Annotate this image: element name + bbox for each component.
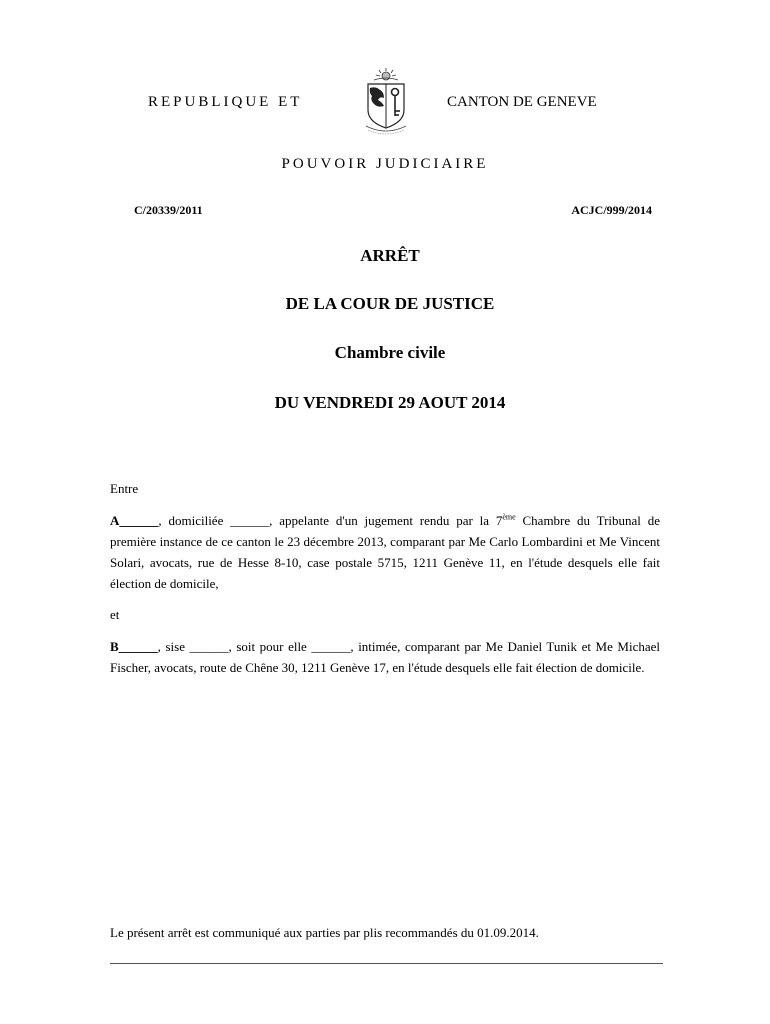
document-title: ARRÊT	[360, 246, 420, 265]
party-a-name: A______	[110, 513, 159, 528]
case-number: C/20339/2011	[134, 203, 203, 217]
et-label: et	[110, 607, 120, 622]
decision-number: ACJC/999/2014	[571, 203, 652, 217]
geneva-coat-of-arms-icon	[360, 66, 412, 136]
header-canton: CANTON DE GENEVE	[447, 94, 597, 110]
entre-label: Entre	[110, 481, 139, 496]
party-a-text-1: , domiciliée ______, appelante d'un jugement rendu par la 7	[158, 513, 503, 528]
chamber-title: Chambre civile	[334, 343, 446, 362]
court-title: DE LA COUR DE JUSTICE	[285, 294, 495, 313]
party-a-sup: ème	[502, 512, 516, 522]
party-b-paragraph	[110, 636, 660, 678]
party-b-name: B______	[110, 639, 158, 654]
date-title: DU VENDREDI 29 AOUT 2014	[274, 393, 506, 412]
party-b-text: , sise ______, soit pour elle ______, intimée, comparant par Me Daniel Tunik et Me Michael Fischer, avocats, route de Chêne 30, 1211 Genève 17, en l'étude desquels elle fait élection de domicile.	[110, 639, 660, 675]
header-republique: REPUBLIQUE ET	[148, 94, 303, 110]
party-a-text-2: Chambre du Tribunal de première instance de ce canton le 23 décembre 2013, comparant par Me Carlo Lombardini et Me Vincent Solari, avocats, rue de Hesse 8-10, case postale 5715, 1211 Genève 11, en l'étude desquels elle fait élection de domicile,	[110, 513, 660, 591]
footer-divider	[110, 963, 663, 964]
party-a-paragraph	[110, 510, 660, 594]
header-institution: POUVOIR JUDICIAIRE	[281, 156, 489, 172]
communication-notice: Le présent arrêt est communiqué aux parties par plis recommandés du 01.09.2014.	[110, 925, 539, 940]
